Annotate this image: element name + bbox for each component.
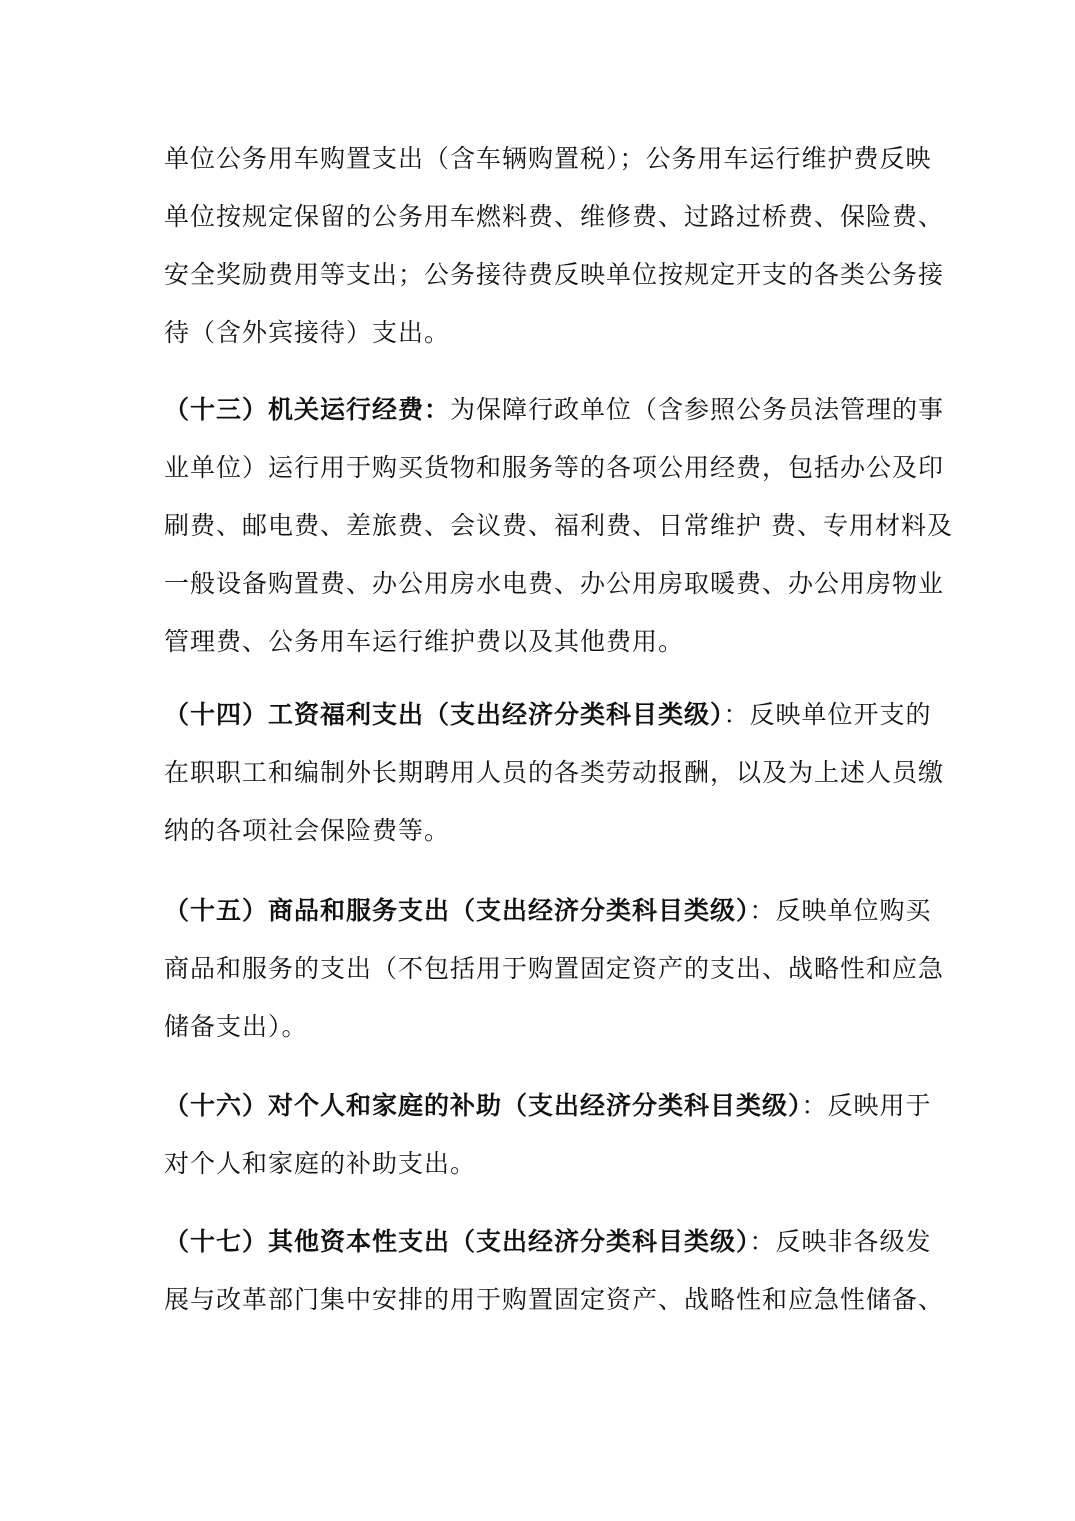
text-line: （十七）其他资本性支出（支出经济分类科目类级）：反映非各级发 — [164, 1227, 932, 1256]
text-line: （十五）商品和服务支出（支出经济分类科目类级）：反映单位购买 — [164, 896, 932, 925]
text-line: （十四）工资福利支出（支出经济分类科目类级）：反映单位开支的 — [164, 700, 932, 729]
text-line: 商品和服务的支出（不包括用于购置固定资产的支出、战略性和应急 — [164, 954, 945, 983]
paragraph-section-17 — [164, 1213, 945, 1329]
text-line: 业单位）运行用于购买货物和服务等的各项公用经费，包括办公及印 — [164, 453, 945, 482]
text-line: 对个人和家庭的补助支出。 — [164, 1149, 477, 1178]
paragraph-section-16 — [164, 1077, 932, 1193]
text-line: 刷费、邮电费、差旅费、会议费、福利费、日常维护 费、专用材料及 — [164, 511, 953, 540]
paragraph-section-15 — [164, 882, 945, 1056]
text-line: 纳的各项社会保险费等。 — [164, 816, 451, 845]
section-heading: （十七）其他资本性支出（支出经济分类科目类级） — [164, 1227, 750, 1256]
text-line: 待（含外宾接待）支出。 — [164, 318, 451, 347]
text-line: 一般设备购置费、办公用房水电费、办公用房取暖费、办公用房物业 — [164, 569, 945, 598]
text-line: 单位公务用车购置支出（含车辆购置税）；公务用车运行维护费反映 — [164, 144, 932, 173]
paragraph-section-13 — [164, 381, 953, 671]
text-line: 单位按规定保留的公务用车燃料费、维修费、过路过桥费、保险费、 — [164, 202, 945, 231]
paragraph-official-car-expenses — [164, 130, 945, 362]
section-heading: （十三）机关运行经费： — [164, 395, 451, 424]
text-line: 安全奖励费用等支出；公务接待费反映单位按规定开支的各类公务接 — [164, 260, 945, 289]
text-line: （十三）机关运行经费：为保障行政单位（含参照公务员法管理的事 — [164, 395, 945, 424]
text-line: 管理费、公务用车运行维护费以及其他费用。 — [164, 627, 685, 656]
text-line: 储备支出）。 — [164, 1012, 308, 1041]
text-line: 展与改革部门集中安排的用于购置固定资产、战略性和应急性储备、 — [164, 1285, 945, 1314]
section-heading: （十六）对个人和家庭的补助（支出经济分类科目类级） — [164, 1091, 802, 1120]
section-heading: （十四）工资福利支出（支出经济分类科目类级） — [164, 700, 724, 729]
section-heading: （十五）商品和服务支出（支出经济分类科目类级） — [164, 896, 750, 925]
text-line: 在职职工和编制外长期聘用人员的各类劳动报酬，以及为上述人员缴 — [164, 758, 945, 787]
text-line: （十六）对个人和家庭的补助（支出经济分类科目类级）：反映用于 — [164, 1091, 932, 1120]
paragraph-section-14 — [164, 686, 945, 860]
